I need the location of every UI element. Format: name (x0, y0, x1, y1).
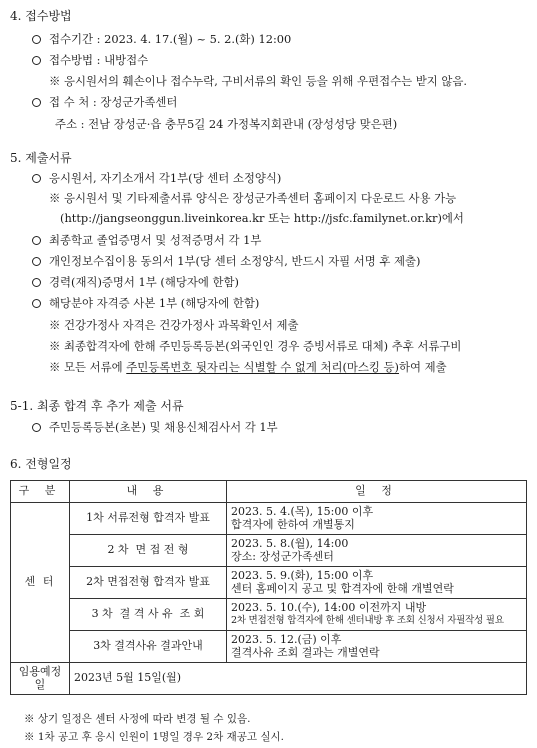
reception-method: 접수방법 : 내방접수 (32, 53, 148, 67)
row-schedule: 2023. 5. 12.(금) 이후 결격사유 조회 결과는 개별연락 (227, 631, 527, 663)
appointment-label: 임용예정일 (11, 663, 70, 695)
doc-note-masking: ※ 모든 서류에 주민등록번호 뒷자리는 식별할 수 없게 처리(마스킹 등)하여 제출 (49, 360, 447, 374)
group-center: 센 터 (11, 503, 70, 663)
section-6-title: 6. 전형일정 (10, 457, 72, 471)
footnote: ※ 상기 일정은 센터 사정에 따라 변경 될 수 있음. (24, 713, 251, 725)
bullet-circle-icon (32, 423, 41, 432)
header-category: 구 분 (11, 481, 70, 503)
extra-doc-item: 주민등록등본(초본) 및 채용신체검사서 각 1부 (32, 420, 278, 434)
method-note: ※ 응시원서의 훼손이나 접수누락, 구비서류의 확인 등을 위해 우편접수는 받지 않음. (49, 74, 467, 88)
bullet-circle-icon (32, 257, 41, 266)
appointment-date: 2023년 5월 15일(월) (70, 663, 527, 695)
footnote: ※ 1차 공고 후 응시 인원이 1명일 경우 2차 재공고 실시. (24, 731, 284, 743)
bullet-circle-icon (32, 174, 41, 183)
section-5-1-title: 5-1. 최종 합격 후 추가 제출 서류 (10, 399, 184, 413)
schedule-table (10, 480, 527, 695)
table-row (11, 503, 527, 535)
doc-item: 개인정보수집이용 동의서 1부(당 센터 소정양식, 반드시 자필 서명 후 제출) (32, 254, 420, 268)
row-content: 2차 면접전형 합격자 발표 (70, 567, 227, 599)
doc-item: 최종학교 졸업증명서 및 성적증명서 각 1부 (32, 233, 261, 247)
doc-item: 응시원서, 자기소개서 각1부(당 센터 소정양식) (32, 171, 281, 185)
bullet-circle-icon (32, 278, 41, 287)
bullet-circle-icon (32, 236, 41, 245)
bullet-circle-icon (32, 98, 41, 107)
doc-note: ※ 최종합격자에 한해 주민등록등본(외국인인 경우 증빙서류로 대체) 추후 서류구비 (49, 339, 462, 353)
reception-period: 접수기간 : 2023. 4. 17.(월) ~ 5. 2.(화) 12:00 (32, 32, 291, 46)
table-row (11, 599, 527, 631)
row-schedule: 2023. 5. 8.(월), 14:00 장소: 장성군가족센터 (227, 535, 527, 567)
bullet-circle-icon (32, 299, 41, 308)
doc-note: ※ 건강가정사 자격은 건강가정사 과목확인서 제출 (49, 318, 299, 332)
reception-place: 접 수 처 : 장성군가족센터 (32, 95, 177, 109)
row-schedule: 2023. 5. 9.(화), 15:00 이후 센터 홈페이지 공고 및 합격자에 한해 개별연락 (227, 567, 527, 599)
row-content: 3차 결격사유 결과안내 (70, 631, 227, 663)
section-4-title: 4. 접수방법 (10, 9, 72, 23)
bullet-circle-icon (32, 56, 41, 65)
doc-note-urls: (http://jangseonggun.liveinkorea.kr 또는 http://jsfc.familynet.or.kr)에서 (60, 211, 464, 225)
row-schedule: 2023. 5. 10.(수), 14:00 이전까지 내방 2차 면접전형 합격자에 한해 센터내방 후 조회 신청서 자필작성 필요 (227, 599, 527, 631)
bullet-circle-icon (32, 35, 41, 44)
doc-item: 경력(재직)증명서 1부 (해당자에 한함) (32, 275, 239, 289)
doc-note: ※ 응시원서 및 기타제출서류 양식은 장성군가족센터 홈페이지 다운로드 사용 가능 (49, 191, 457, 205)
table-row-appointment (11, 663, 527, 695)
header-content: 내 용 (70, 481, 227, 503)
table-row (11, 567, 527, 599)
header-schedule: 일 정 (227, 481, 527, 503)
table-row (11, 535, 527, 567)
table-header-row (11, 481, 527, 503)
doc-item: 해당분야 자격증 사본 1부 (해당자에 한함) (32, 296, 259, 310)
table-row (11, 631, 527, 663)
row-content: 3 차 결 격 사 유 조 회 (70, 599, 227, 631)
address: 주소 : 전남 장성군·읍 충무5길 24 가정복지회관내 (장성성당 맞은편) (55, 117, 398, 131)
section-5-title: 5. 제출서류 (10, 151, 72, 165)
row-content: 1차 서류전형 합격자 발표 (70, 503, 227, 535)
row-schedule: 2023. 5. 4.(목), 15:00 이후 합격자에 한하여 개별통지 (227, 503, 527, 535)
row-content: 2 차 면 접 전 형 (70, 535, 227, 567)
masking-underlined: 주민등록번호 뒷자리는 식별할 수 없게 처리(마스킹 등) (126, 360, 399, 374)
